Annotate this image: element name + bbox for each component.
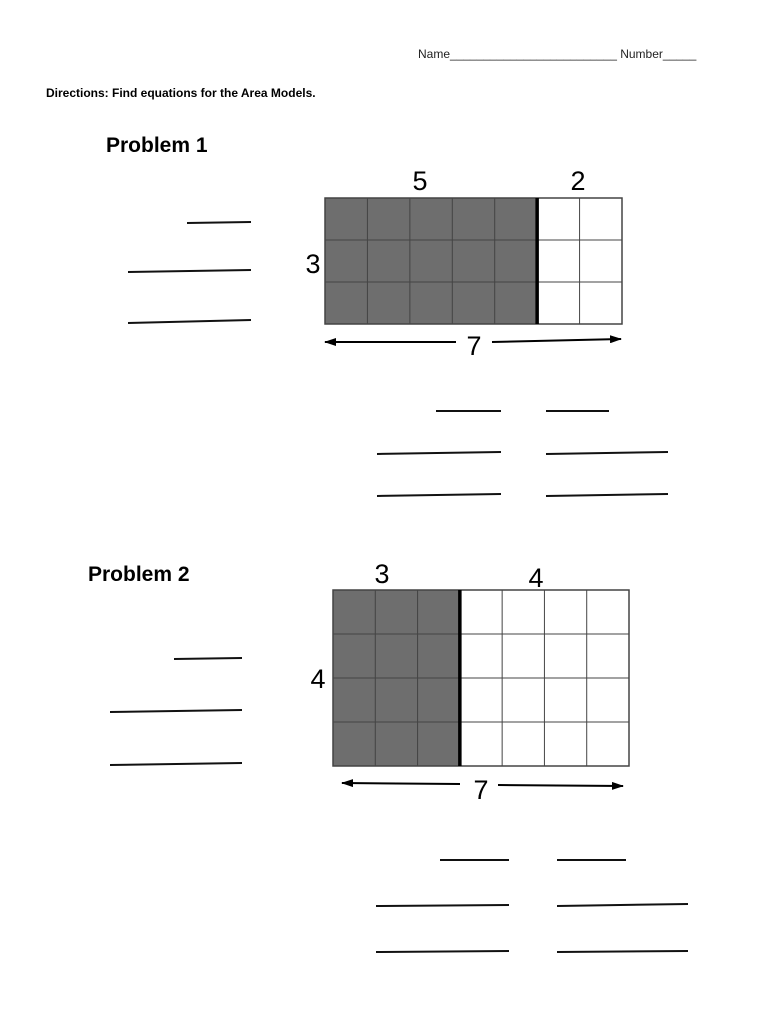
problem-2-side-label: 4 xyxy=(310,664,326,694)
number-label: Number xyxy=(620,47,663,61)
answer-blank[interactable] xyxy=(377,452,501,454)
problem-2-top-left-label: 3 xyxy=(374,559,390,589)
problem-1-side-label: 3 xyxy=(305,249,321,279)
problem-1-grid xyxy=(325,198,622,324)
problem-2-area-model xyxy=(310,559,629,805)
problem-2-title: Problem 2 xyxy=(88,563,190,586)
answer-blank[interactable] xyxy=(128,320,251,323)
number-blank[interactable]: _____ xyxy=(662,47,697,61)
name-blank[interactable]: _________________________ xyxy=(450,47,617,61)
answer-blank[interactable] xyxy=(187,222,251,223)
problem-1-left-blanks xyxy=(128,222,251,323)
name-label: Name xyxy=(418,47,451,61)
problem-1-title: Problem 1 xyxy=(106,134,208,157)
problem-2-left-blanks xyxy=(110,658,242,765)
directions-text: Directions: Find equations for the Area Models. xyxy=(46,86,316,100)
answer-blank[interactable] xyxy=(557,951,688,952)
answer-blank[interactable] xyxy=(557,904,688,906)
problem-2-bottom-blanks xyxy=(376,860,688,952)
problem-1-total-label: 7 xyxy=(466,331,482,361)
problem-1-right-arrow xyxy=(492,339,621,342)
problem-2-grid xyxy=(333,590,629,766)
problem-1-bottom-blanks xyxy=(377,411,668,496)
problem-2-top-right-label: 4 xyxy=(528,563,544,593)
answer-blank[interactable] xyxy=(546,452,668,454)
answer-blank[interactable] xyxy=(546,494,668,496)
problem-2-right-arrow xyxy=(498,785,623,786)
answer-blank[interactable] xyxy=(376,951,509,952)
problem-1-area-model xyxy=(305,166,622,361)
problem-2-total-label: 7 xyxy=(473,775,489,805)
answer-blank[interactable] xyxy=(174,658,242,659)
answer-blank[interactable] xyxy=(376,905,509,906)
answer-blank[interactable] xyxy=(128,270,251,272)
answer-blank[interactable] xyxy=(110,763,242,765)
answer-blank[interactable] xyxy=(377,494,501,496)
answer-blank[interactable] xyxy=(110,710,242,712)
problem-1-top-left-label: 5 xyxy=(412,166,428,196)
shaded-region xyxy=(325,198,537,324)
problem-1-top-right-label: 2 xyxy=(570,166,586,196)
problem-2-left-arrow xyxy=(342,783,460,784)
